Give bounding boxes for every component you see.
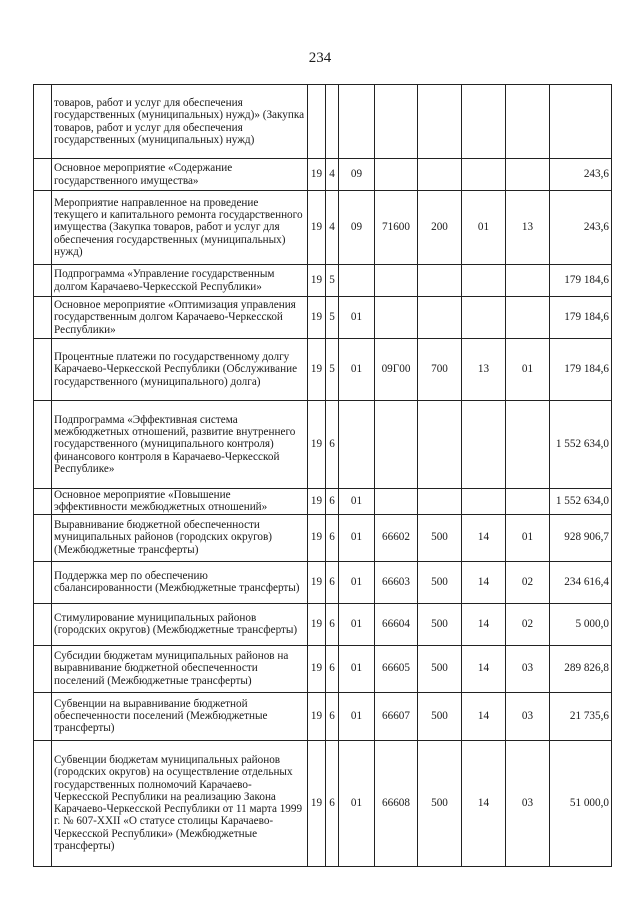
blank-cell <box>34 561 52 603</box>
table-row <box>34 603 612 645</box>
program-code-cell: 19 <box>308 401 326 489</box>
amount-cell: 179 184,6 <box>550 297 612 339</box>
table-row <box>34 265 612 297</box>
expense-type-cell: 500 <box>418 645 462 692</box>
expense-type-cell <box>418 401 462 489</box>
activity-code-cell <box>339 265 375 297</box>
direction-code-cell: 09Г00 <box>375 339 418 401</box>
table-row <box>34 401 612 489</box>
direction-code-cell: 66608 <box>375 740 418 866</box>
subprogram-code-cell: 4 <box>326 159 339 191</box>
subsection-cell <box>506 401 550 489</box>
activity-code-cell: 01 <box>339 603 375 645</box>
subsection-cell: 01 <box>506 514 550 561</box>
expense-type-cell: 500 <box>418 603 462 645</box>
activity-code-cell: 09 <box>339 191 375 265</box>
table-row <box>34 514 612 561</box>
program-code-cell: 19 <box>308 297 326 339</box>
program-code-cell: 19 <box>308 603 326 645</box>
section-cell <box>462 159 506 191</box>
item-name-cell: Основное мероприятие «Оптимизация управления государственным долгом Карачаево-Черкесской Республики» <box>52 297 308 339</box>
activity-code-cell: 01 <box>339 339 375 401</box>
amount-cell: 1 552 634,0 <box>550 401 612 489</box>
item-name-cell: Субвенции на выравнивание бюджетной обеспеченности поселений (Межбюджетные трансферты) <box>52 692 308 740</box>
program-code-cell <box>308 85 326 159</box>
blank-cell <box>34 265 52 297</box>
program-code-cell: 19 <box>308 740 326 866</box>
subprogram-code-cell: 6 <box>326 489 339 515</box>
program-code-cell: 19 <box>308 339 326 401</box>
subsection-cell: 03 <box>506 740 550 866</box>
amount-cell: 928 906,7 <box>550 514 612 561</box>
item-name-cell: Подпрограмма «Управление государственным долгом Карачаево-Черкесской Республики» <box>52 265 308 297</box>
program-code-cell: 19 <box>308 645 326 692</box>
section-cell <box>462 401 506 489</box>
expense-type-cell: 200 <box>418 191 462 265</box>
activity-code-cell: 01 <box>339 740 375 866</box>
blank-cell <box>34 645 52 692</box>
blank-cell <box>34 489 52 515</box>
amount-cell: 179 184,6 <box>550 265 612 297</box>
table-row <box>34 159 612 191</box>
subsection-cell: 01 <box>506 339 550 401</box>
amount-cell: 234 616,4 <box>550 561 612 603</box>
expense-type-cell: 500 <box>418 740 462 866</box>
amount-cell: 21 735,6 <box>550 692 612 740</box>
activity-code-cell: 01 <box>339 561 375 603</box>
table-row <box>34 297 612 339</box>
item-name-cell: Поддержка мер по обеспечению сбалансированности (Межбюджетные трансферты) <box>52 561 308 603</box>
expense-type-cell <box>418 297 462 339</box>
program-code-cell: 19 <box>308 191 326 265</box>
subsection-cell <box>506 159 550 191</box>
table-row <box>34 692 612 740</box>
expense-type-cell <box>418 85 462 159</box>
section-cell <box>462 297 506 339</box>
subsection-cell: 02 <box>506 603 550 645</box>
program-code-cell: 19 <box>308 514 326 561</box>
blank-cell <box>34 85 52 159</box>
section-cell <box>462 489 506 515</box>
amount-cell: 1 552 634,0 <box>550 489 612 515</box>
section-cell: 14 <box>462 514 506 561</box>
direction-code-cell <box>375 401 418 489</box>
section-cell: 14 <box>462 740 506 866</box>
expense-type-cell: 500 <box>418 692 462 740</box>
section-cell: 14 <box>462 645 506 692</box>
amount-cell: 243,6 <box>550 159 612 191</box>
expense-type-cell: 700 <box>418 339 462 401</box>
program-code-cell: 19 <box>308 265 326 297</box>
blank-cell <box>34 514 52 561</box>
subprogram-code-cell: 6 <box>326 603 339 645</box>
expense-type-cell <box>418 159 462 191</box>
subsection-cell: 03 <box>506 692 550 740</box>
amount-cell <box>550 85 612 159</box>
subprogram-code-cell: 5 <box>326 265 339 297</box>
program-code-cell: 19 <box>308 159 326 191</box>
direction-code-cell <box>375 489 418 515</box>
subprogram-code-cell <box>326 85 339 159</box>
section-cell <box>462 265 506 297</box>
amount-cell: 5 000,0 <box>550 603 612 645</box>
table-row <box>34 740 612 866</box>
table-row <box>34 339 612 401</box>
table-row <box>34 645 612 692</box>
direction-code-cell: 66605 <box>375 645 418 692</box>
program-code-cell: 19 <box>308 692 326 740</box>
item-name-cell: Субвенции бюджетам муниципальных районов (городских округов) на осуществление отдельных государственных полномочий Карачаево-Черкесской Республики на реализацию Закона Карачаево-Черкесской Республики от 11 марта 1999 г. № 607-XXII «О статусе столицы Карачаево-Черкесской Республики» (Межбюджетные трансферты) <box>52 740 308 866</box>
direction-code-cell: 66602 <box>375 514 418 561</box>
expense-type-cell: 500 <box>418 514 462 561</box>
amount-cell: 243,6 <box>550 191 612 265</box>
item-name-cell: Основное мероприятие «Содержание государственного имущества» <box>52 159 308 191</box>
program-code-cell: 19 <box>308 561 326 603</box>
activity-code-cell <box>339 401 375 489</box>
blank-cell <box>34 603 52 645</box>
direction-code-cell <box>375 159 418 191</box>
expense-type-cell <box>418 265 462 297</box>
direction-code-cell <box>375 297 418 339</box>
page-number: 234 <box>308 50 332 66</box>
blank-cell <box>34 297 52 339</box>
subprogram-code-cell: 6 <box>326 561 339 603</box>
blank-cell <box>34 740 52 866</box>
activity-code-cell: 01 <box>339 692 375 740</box>
section-cell: 14 <box>462 603 506 645</box>
program-code-cell: 19 <box>308 489 326 515</box>
subsection-cell <box>506 265 550 297</box>
item-name-cell: Мероприятие направленное на проведение текущего и капитального ремонта государственного имущества (Закупка товаров, работ и услуг для обеспечения государственных (муниципальных) нужд) <box>52 191 308 265</box>
subprogram-code-cell: 6 <box>326 645 339 692</box>
item-name-cell: Основное мероприятие «Повышение эффективности межбюджетных отношений» <box>52 489 308 515</box>
subprogram-code-cell: 5 <box>326 297 339 339</box>
table-row <box>34 489 612 515</box>
blank-cell <box>34 191 52 265</box>
subprogram-code-cell: 4 <box>326 191 339 265</box>
subsection-cell <box>506 85 550 159</box>
amount-cell: 179 184,6 <box>550 339 612 401</box>
item-name-cell: товаров, работ и услуг для обеспечения государственных (муниципальных) нужд)» (Закупка товаров, работ и услуг для обеспечения государственных (муниципальных) нужд) <box>52 85 308 159</box>
activity-code-cell: 01 <box>339 489 375 515</box>
subprogram-code-cell: 5 <box>326 339 339 401</box>
item-name-cell: Стимулирование муниципальных районов (городских округов) (Межбюджетные трансферты) <box>52 603 308 645</box>
amount-cell: 289 826,8 <box>550 645 612 692</box>
section-cell: 14 <box>462 561 506 603</box>
subprogram-code-cell: 6 <box>326 692 339 740</box>
activity-code-cell: 01 <box>339 514 375 561</box>
blank-cell <box>34 339 52 401</box>
subsection-cell: 03 <box>506 645 550 692</box>
direction-code-cell: 66603 <box>375 561 418 603</box>
budget-table <box>33 84 612 867</box>
item-name-cell: Субсидии бюджетам муниципальных районов на выравнивание бюджетной обеспеченности поселений (Межбюджетные трансферты) <box>52 645 308 692</box>
section-cell <box>462 85 506 159</box>
item-name-cell: Подпрограмма «Эффективная система межбюджетных отношений, развитие внутреннего государственного (муниципального контроля) финансового контроля в Карачаево-Черкесской Республике» <box>52 401 308 489</box>
activity-code-cell: 01 <box>339 297 375 339</box>
direction-code-cell: 66604 <box>375 603 418 645</box>
blank-cell <box>34 159 52 191</box>
amount-cell: 51 000,0 <box>550 740 612 866</box>
subsection-cell <box>506 297 550 339</box>
activity-code-cell <box>339 85 375 159</box>
subprogram-code-cell: 6 <box>326 514 339 561</box>
direction-code-cell: 71600 <box>375 191 418 265</box>
section-cell: 13 <box>462 339 506 401</box>
item-name-cell: Выравнивание бюджетной обеспеченности муниципальных районов (городских округов) (Межбюджетные трансферты) <box>52 514 308 561</box>
subprogram-code-cell: 6 <box>326 740 339 866</box>
table-row <box>34 561 612 603</box>
item-name-cell: Процентные платежи по государственному долгу Карачаево-Черкесской Республики (Обслуживание государственного (муниципального) долга) <box>52 339 308 401</box>
table-row <box>34 191 612 265</box>
subsection-cell: 13 <box>506 191 550 265</box>
table-row <box>34 85 612 159</box>
blank-cell <box>34 692 52 740</box>
section-cell: 14 <box>462 692 506 740</box>
direction-code-cell <box>375 85 418 159</box>
activity-code-cell: 01 <box>339 645 375 692</box>
subprogram-code-cell: 6 <box>326 401 339 489</box>
subsection-cell <box>506 489 550 515</box>
direction-code-cell <box>375 265 418 297</box>
subsection-cell: 02 <box>506 561 550 603</box>
direction-code-cell: 66607 <box>375 692 418 740</box>
section-cell: 01 <box>462 191 506 265</box>
activity-code-cell: 09 <box>339 159 375 191</box>
expense-type-cell: 500 <box>418 561 462 603</box>
expense-type-cell <box>418 489 462 515</box>
blank-cell <box>34 401 52 489</box>
